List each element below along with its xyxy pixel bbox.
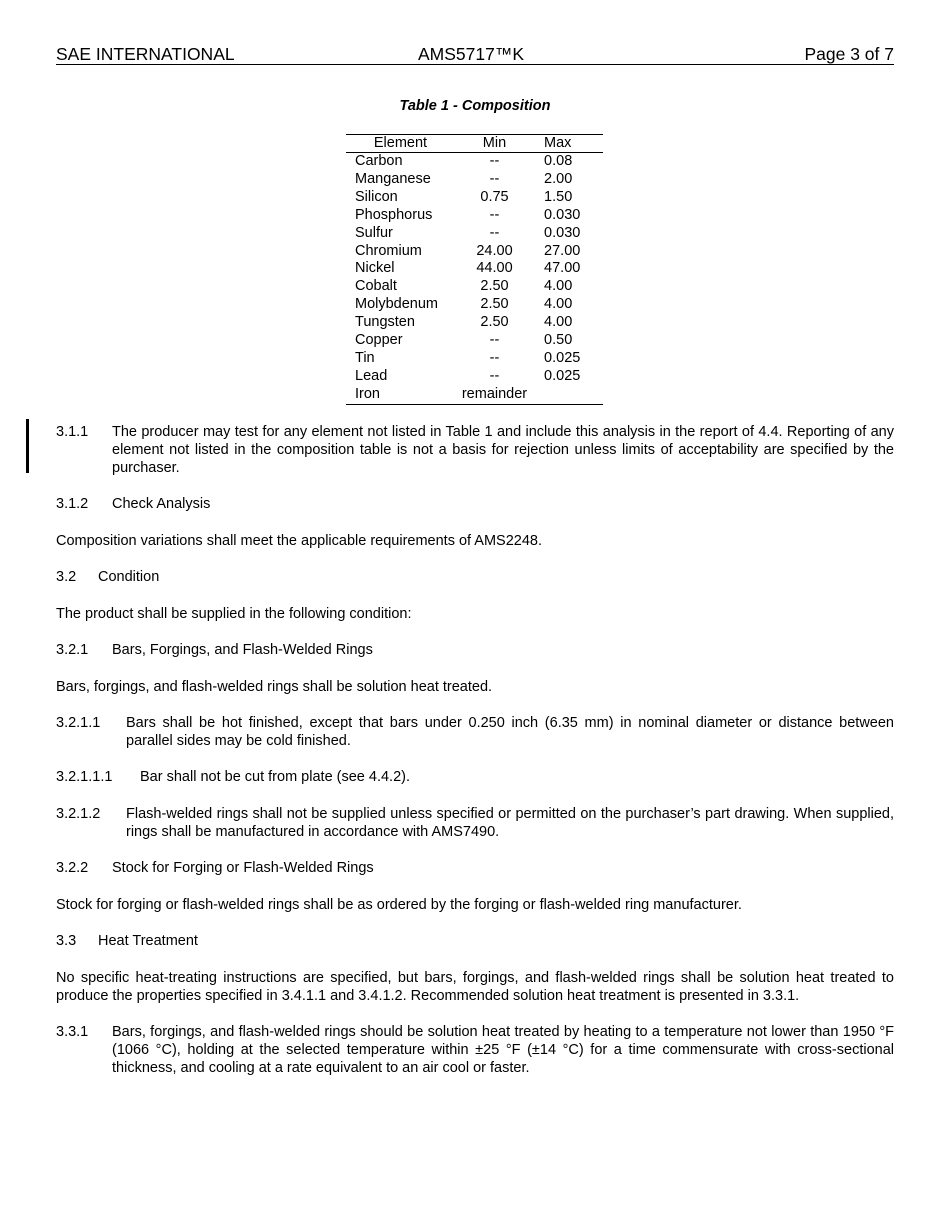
section-title-3-2-2: Stock for Forging or Flash-Welded Rings (112, 860, 374, 876)
paragraph-3-2-1-1-1: Bar shall not be cut from plate (see 4.4.2). (140, 769, 410, 785)
cell-max: 4.00 (544, 296, 573, 313)
section-number-3-2-1: 3.2.1 (56, 642, 89, 658)
paragraph-3-1-1: The producer may test for any element not listed in Table 1 and include this analysis in the report of 4.4. Reporting of any element not listed in the composition table is not a basis for rejection unless limits of acceptability are specified by the purchaser. (112, 424, 894, 476)
composition-table (346, 134, 603, 405)
cell-element: Copper (355, 332, 403, 349)
revision-change-bar (26, 419, 29, 473)
cell-max (534, 386, 603, 404)
paragraph-3-2-1-1: Bars shall be hot finished, except that bars under 0.250 inch (6.35 mm) in nominal diameter or distance between parallel sides may be cold finished. (126, 715, 894, 749)
section-number-3-2-1-1-1: 3.2.1.1.1 (56, 769, 113, 785)
section-number-3-2-2: 3.2.2 (56, 860, 89, 876)
cell-max: 0.030 (544, 224, 581, 241)
header-doc-id: AMS5717™K (418, 44, 525, 64)
cell-max: 47.00 (544, 260, 581, 277)
cell-min: 2.50 (480, 278, 509, 295)
paragraph-3-2: The product shall be supplied in the following condition: (56, 606, 412, 622)
section-title-3-3: Heat Treatment (98, 933, 198, 949)
table-row (346, 153, 603, 171)
header-org: SAE INTERNATIONAL (56, 44, 235, 64)
cell-min: -- (489, 367, 500, 384)
cell-min: -- (489, 153, 500, 169)
table-row (346, 386, 603, 404)
cell-element: Lead (355, 367, 388, 384)
table-caption: Table 1 - Composition (399, 98, 551, 114)
cell-max: 2.00 (544, 170, 573, 187)
table-row (346, 296, 603, 314)
cell-min: remainder (455, 386, 534, 404)
paragraph-3-3-1: Bars, forgings, and flash-welded rings should be solution heat treated by heating to a temperature not lower than 1950 °F (1066 °C), holding at the selected temperature within ±25 °F (±14 °C) for a time commensurate with cross-sectional thickness, and cooling at a rate equivalent to an air cool or faster. (112, 1024, 894, 1076)
cell-element: Manganese (355, 170, 431, 187)
table-row (346, 278, 603, 296)
cell-element: Tin (355, 349, 375, 366)
cell-min: -- (489, 206, 500, 223)
cell-min: -- (489, 349, 500, 366)
cell-element: Phosphorus (355, 206, 433, 223)
table-body (346, 153, 603, 405)
cell-min: -- (489, 170, 500, 187)
table-row (346, 207, 603, 225)
cell-min: 24.00 (476, 242, 513, 259)
cell-max: 0.08 (544, 153, 573, 169)
section-number-3-1-2: 3.1.2 (56, 496, 89, 512)
column-header-element: Element (346, 135, 455, 153)
paragraph-3-1-2: Composition variations shall meet the applicable requirements of AMS2248. (56, 533, 543, 549)
section-number-3-2-1-1: 3.2.1.1 (56, 715, 101, 731)
paragraph-3-3: No specific heat-treating instructions are specified, but bars, forgings, and flash-welded rings shall be solution heat treated to produce the properties specified in 3.4.1.1 and 3.4.1.2. Recommended solution heat treatment is presented in 3.3.1. (56, 970, 894, 1004)
section-number-3-3: 3.3 (56, 933, 77, 949)
paragraph-3-2-1-2: Flash-welded rings shall not be supplied unless specified or permitted on the purchaser’s part drawing. When supplied, rings shall be manufactured in accordance with AMS7490. (126, 806, 894, 840)
cell-min: 2.50 (480, 314, 509, 331)
table-row (346, 368, 603, 386)
table-row (346, 350, 603, 368)
section-title-3-2-1: Bars, Forgings, and Flash-Welded Rings (112, 642, 373, 658)
cell-min: 44.00 (476, 260, 513, 277)
page-header (56, 44, 894, 65)
section-number-3-3-1: 3.3.1 (56, 1024, 89, 1040)
paragraph-3-2-2: Stock for forging or flash-welded rings shall be as ordered by the forging or flash-welded ring manufacturer. (56, 897, 742, 913)
cell-element: Carbon (355, 153, 403, 169)
table-row (346, 260, 603, 278)
cell-min: 2.50 (480, 296, 509, 313)
cell-max: 0.025 (544, 367, 581, 384)
table-row (346, 243, 603, 261)
table-row (346, 332, 603, 350)
column-header-min: Min (455, 135, 534, 153)
cell-element: Chromium (355, 242, 422, 259)
cell-element: Silicon (355, 188, 398, 205)
section-number-3-1-1: 3.1.1 (56, 424, 89, 440)
cell-element: Molybdenum (355, 296, 439, 313)
cell-max: 4.00 (544, 314, 573, 331)
cell-max: 0.025 (544, 349, 581, 366)
section-number-3-2: 3.2 (56, 569, 77, 585)
section-number-3-2-1-2: 3.2.1.2 (56, 806, 101, 822)
cell-min: -- (489, 224, 500, 241)
cell-element: Iron (346, 386, 455, 404)
cell-min: 0.75 (480, 188, 509, 205)
cell-element: Cobalt (355, 278, 397, 295)
cell-max: 4.00 (544, 278, 573, 295)
cell-max: 27.00 (544, 242, 581, 259)
table-row (346, 171, 603, 189)
section-title-3-1-2: Check Analysis (112, 496, 211, 512)
table-row (346, 225, 603, 243)
section-title-3-2: Condition (98, 569, 160, 585)
cell-max: 0.50 (544, 332, 573, 349)
paragraph-3-2-1: Bars, forgings, and flash-welded rings shall be solution heat treated. (56, 679, 493, 695)
cell-element: Nickel (355, 260, 395, 277)
header-page-number: Page 3 of 7 (804, 44, 894, 64)
table-row (346, 189, 603, 207)
cell-max: 0.030 (544, 206, 581, 223)
table-row (346, 314, 603, 332)
cell-min: -- (489, 332, 500, 349)
table-header-row (346, 135, 603, 153)
cell-element: Sulfur (355, 224, 393, 241)
cell-max: 1.50 (544, 188, 573, 205)
cell-element: Tungsten (355, 314, 415, 331)
column-header-max: Max (534, 135, 603, 153)
